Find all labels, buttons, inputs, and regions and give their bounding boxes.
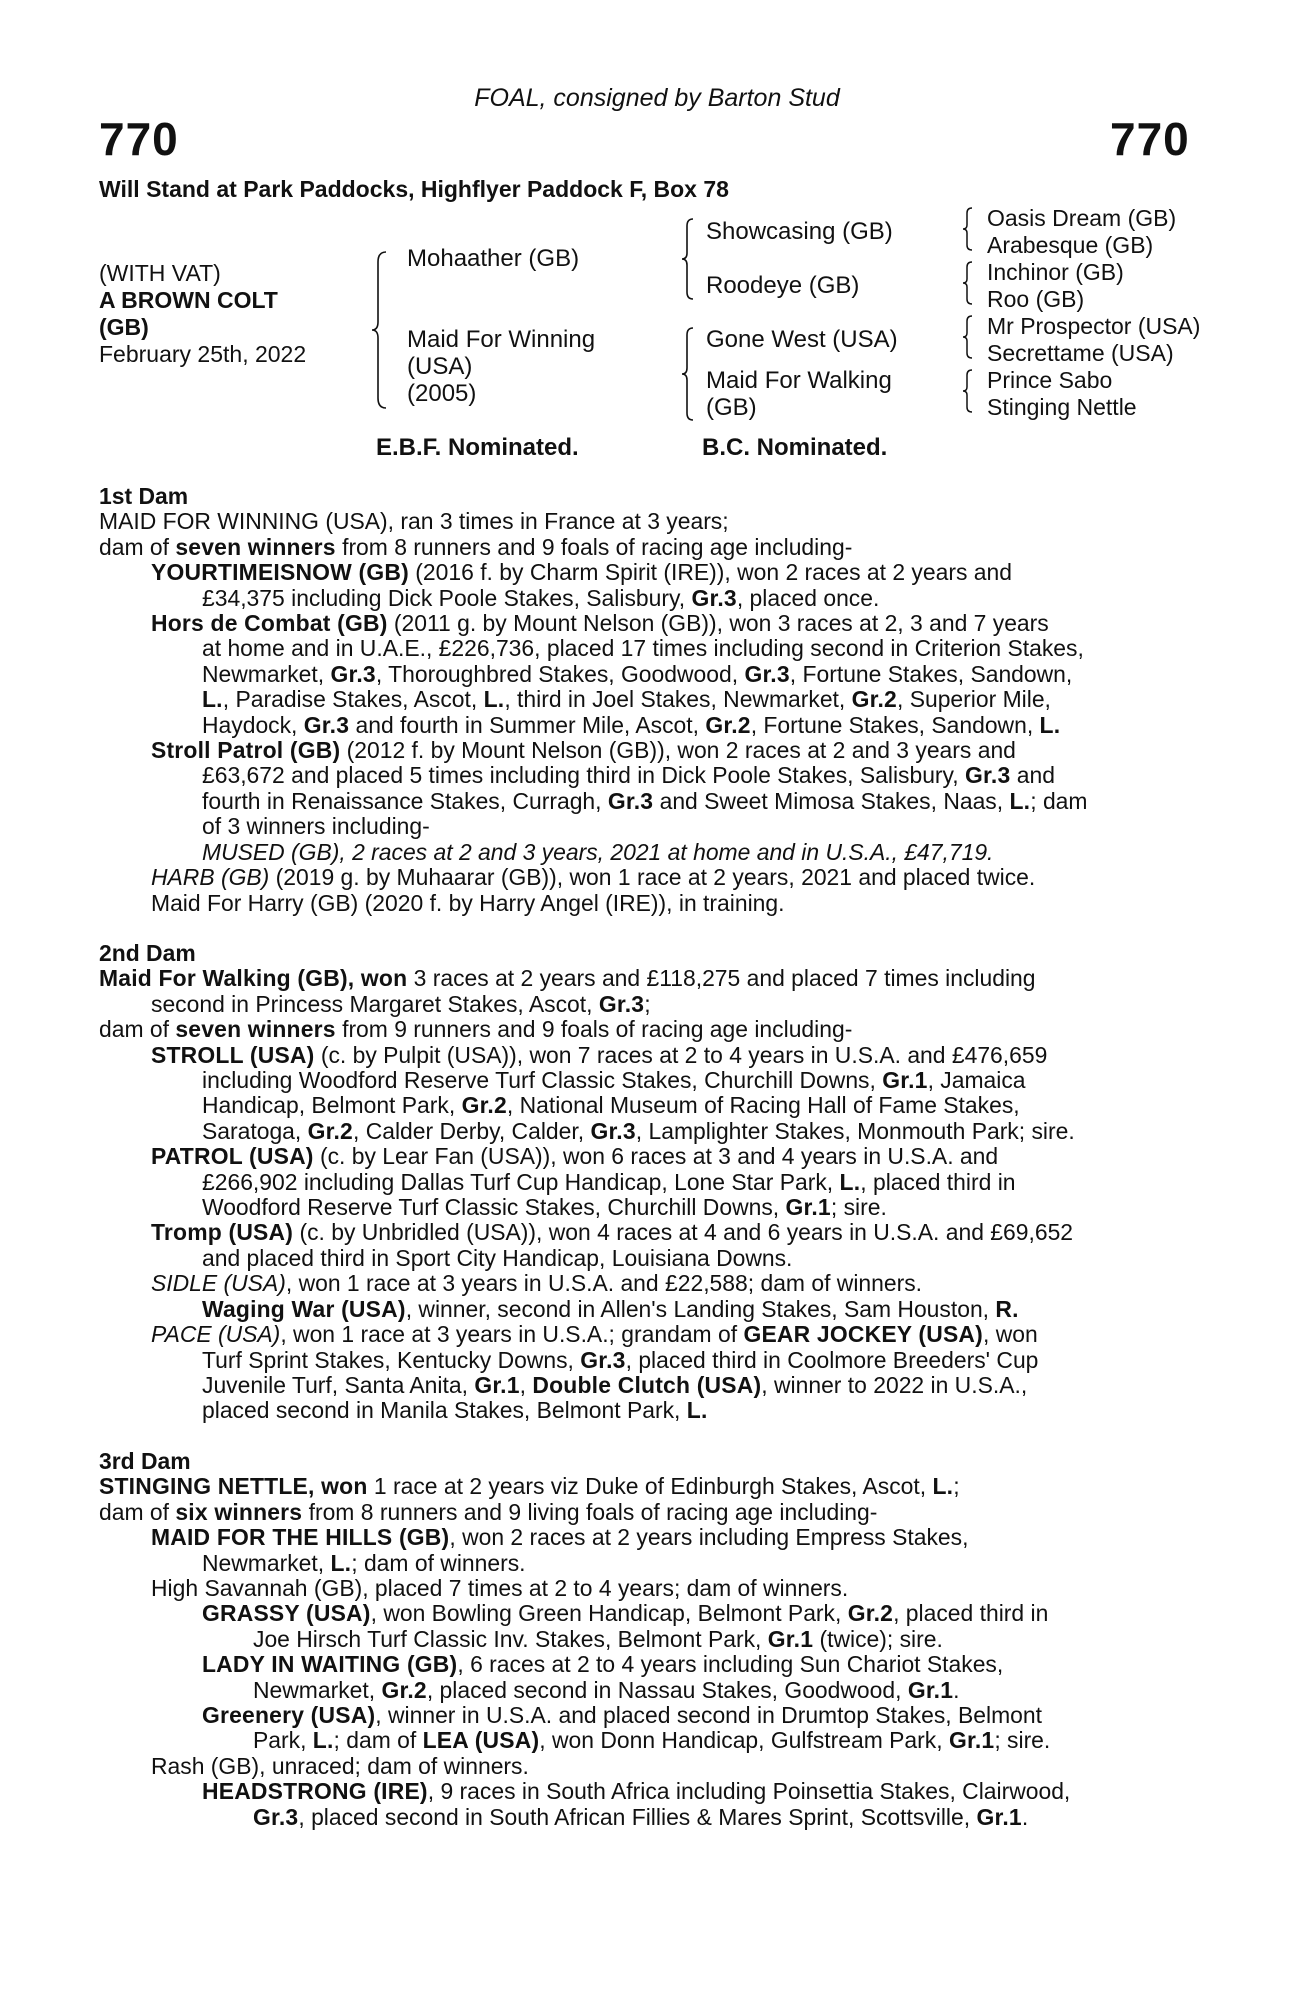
progeny-waging-war: Waging War (USA), winner, second in Allen's Landing Stakes, Sam Houston, R.	[202, 1295, 1019, 1322]
second-dam-summary: Maid For Walking (GB), won 3 races at 2 years and £118,275 and placed 7 times including	[99, 965, 1036, 992]
dam-year: (2005)	[407, 380, 477, 407]
progeny-sidle: SIDLE (USA), won 1 race at 3 years in U.S.A. and £22,588; dam of winners.	[151, 1270, 923, 1297]
ped-stinging-nettle: Stinging Nettle	[987, 394, 1137, 420]
dam-line-brace	[680, 326, 696, 422]
ped-inchinor: Inchinor (GB)	[987, 259, 1124, 285]
ped-roo: Roo (GB)	[987, 286, 1085, 312]
sire-line-brace	[680, 217, 696, 301]
progeny-yourtimeisnow: YOURTIMEISNOW (GB) (2016 f. by Charm Spirit (IRE)), won 2 races at 2 years and	[151, 559, 1012, 586]
ped-oasis-dream: Oasis Dream (GB)	[987, 205, 1177, 231]
third-dam-section: 3rd Dam STINGING NETTLE, won 1 race at 2 years viz Duke of Edinburgh Stakes, Ascot, L.; dam of six winners from 8 runners and 9 living foals of racing age including- MAID FOR THE HILLS (GB), won 2 races at 2 years including Empress Stakes, Newmarket, L.; dam of winners. High Savannah (GB), placed 7 times at 2 to 4 years; dam of winners. GRASSY (USA), won Bowling Green Handicap, Belmont Park, Gr.2, placed third in Joe Hirsch Turf Classic Inv. Stakes, Belmont Park, Gr.1 (twice); sire. LADY IN WAITING (GB), 6 races at 2 to 4 years including Sun Chariot Stakes, Newmarket, Gr.2, placed second in Nassau Stakes, Goodwood, Gr.1. Greenery (USA), winner in U.S.A. and placed second in Drumtop Stakes, Belmont Park, L.; dam of LEA (USA), won Donn Handicap, Gulfstream Park, Gr.1; sire. Rash (GB), unraced; dam of winners. HEADSTRONG (IRE), 9 races in South Africa including Poinsettia Stakes, Clairwood, Gr.3, placed second in South African Fillies & Mares Sprint, Scottsville, Gr.1.	[99, 1449, 1205, 1830]
first-dam-produce-line: dam of seven winners from 8 runners and 9 foals of racing age including-	[99, 533, 853, 560]
consignor-line: FOAL, consigned by Barton Stud	[474, 84, 840, 112]
first-dam-heading: 1st Dam	[99, 483, 189, 509]
sire-name: Mohaather (GB)	[407, 245, 580, 272]
progeny-headstrong: HEADSTRONG (IRE), 9 races in South Africa including Poinsettia Stakes, Clairwood,	[202, 1778, 1071, 1805]
progeny-grassy: GRASSY (USA), won Bowling Green Handicap, Belmont Park, Gr.2, placed third in	[202, 1600, 1049, 1627]
progeny-tromp: Tromp (USA) (c. by Unbridled (USA)), won 4 races at 4 and 6 years in U.S.A. and £69,652	[151, 1219, 1074, 1246]
foaling-date: February 25th, 2022	[99, 341, 307, 367]
progeny-stroll-patrol: Stroll Patrol (GB) (2012 f. by Mount Nelson (GB)), won 2 races at 2 and 3 years and	[151, 737, 1016, 764]
progeny-stroll: STROLL (USA) (c. by Pulpit (USA)), won 7 races at 2 to 4 years in U.S.A. and £476,659	[151, 1041, 1048, 1068]
progeny-rash: Rash (GB), unraced; dam of winners.	[151, 1752, 529, 1779]
third-dam-summary: STINGING NETTLE, won 1 race at 2 years viz Duke of Edinburgh Stakes, Ascot, L.;	[99, 1473, 960, 1500]
progeny-maid-for-the-hills: MAID FOR THE HILLS (GB), won 2 races at 2 years including Empress Stakes,	[151, 1524, 969, 1551]
progeny-maid-for-harry: Maid For Harry (GB) (2020 f. by Harry Angel (IRE)), in training.	[151, 889, 785, 916]
bc-nominated: B.C. Nominated.	[702, 434, 888, 461]
dam-sire: Gone West (USA)	[706, 326, 898, 353]
progeny-hors-de-combat: Hors de Combat (GB) (2011 g. by Mount Nelson (GB)), won 3 races at 2, 3 and 7 years	[151, 610, 1049, 637]
dam-dam-country: (GB)	[706, 394, 757, 421]
dam-dam: Maid For Walking	[706, 367, 892, 394]
stand-location: Will Stand at Park Paddocks, Highflyer Paddock F, Box 78	[99, 176, 729, 202]
dam-country: (USA)	[407, 353, 473, 380]
dam-name: Maid For Winning	[407, 326, 596, 353]
second-dam-section: 2nd Dam Maid For Walking (GB), won 3 races at 2 years and £118,275 and placed 7 times including second in Princess Margaret Stakes, Ascot, Gr.3; dam of seven winners from 9 runners and 9 foals of racing age including- STROLL (USA) (c. by Pulpit (USA)), won 7 races at 2 to 4 years in U.S.A. and £476,659 including Woodford Reserve Turf Classic Stakes, Churchill Downs, Gr.1, Jamaica Handicap, Belmont Park, Gr.2, National Museum of Racing Hall of Fame Stakes, Saratoga, Gr.2, Calder Derby, Calder, Gr.3, Lamplighter Stakes, Monmouth Park; sire. PATROL (USA) (c. by Lear Fan (USA)), won 6 races at 3 and 4 years in U.S.A. and £266,902 including Dallas Turf Cup Handicap, Lone Star Park, L., placed third in Woodford Reserve Turf Classic Stakes, Churchill Downs, Gr.1; sire. Tromp (USA) (c. by Unbridled (USA)), won 4 races at 4 and 6 years in U.S.A. and £69,652 and placed third in Sport City Handicap, Louisiana Downs. SIDLE (USA), won 1 race at 3 years in U.S.A. and £22,588; dam of winners. Waging War (USA), winner, second in Allen's Landing Stakes, Sam Houston, R. PACE (USA), won 1 race at 3 years in U.S.A.; grandam of GEAR JOCKEY (USA), won Turf Sprint Stakes, Kentucky Downs, Gr.3, placed third in Coolmore Breeders' Cup Juvenile Turf, Santa Anita, Gr.1, Double Clutch (USA), winner to 2022 in U.S.A., placed second in Manila Stakes, Belmont Park, L.	[99, 941, 1205, 1424]
brace-dds	[961, 368, 975, 414]
lot-title-country: (GB)	[99, 314, 149, 340]
progeny-lady-in-waiting: LADY IN WAITING (GB), 6 races at 2 to 4 years including Sun Chariot Stakes,	[202, 1651, 1004, 1678]
brace-dss	[961, 314, 975, 360]
progeny-pace: PACE (USA), won 1 race at 3 years in U.S.A.; grandam of GEAR JOCKEY (USA), won	[151, 1321, 1038, 1348]
sire-sire: Showcasing (GB)	[706, 218, 893, 245]
brace-sds	[961, 260, 975, 306]
ped-arabesque: Arabesque (GB)	[987, 232, 1154, 258]
progeny-mused: MUSED (GB), 2 races at 2 and 3 years, 2021 at home and in U.S.A., £47,719.	[202, 838, 994, 865]
second-dam-heading: 2nd Dam	[99, 940, 196, 966]
second-dam-produce-line: dam of seven winners from 9 runners and 9 foals of racing age including-	[99, 1016, 853, 1043]
lot-number-right: 770	[1110, 113, 1190, 165]
ped-prince-sabo: Prince Sabo	[987, 367, 1113, 393]
third-dam-heading: 3rd Dam	[99, 1448, 191, 1474]
ped-secrettame: Secrettame (USA)	[987, 340, 1174, 366]
brace-sss	[961, 206, 975, 252]
first-dam-summary: MAID FOR WINNING (USA), ran 3 times in France at 3 years;	[99, 508, 729, 535]
third-dam-produce-line: dam of six winners from 8 runners and 9 living foals of racing age including-	[99, 1498, 878, 1525]
lot-number-left: 770	[99, 113, 179, 165]
progeny-high-savannah: High Savannah (GB), placed 7 times at 2 to 4 years; dam of winners.	[151, 1575, 849, 1602]
first-dam-section: 1st Dam MAID FOR WINNING (USA), ran 3 times in France at 3 years; dam of seven winners from 8 runners and 9 foals of racing age including- YOURTIMEISNOW (GB) (2016 f. by Charm Spirit (IRE)), won 2 races at 2 years and £34,375 including Dick Poole Stakes, Salisbury, Gr.3, placed once. Hors de Combat (GB) (2011 g. by Mount Nelson (GB)), won 3 races at 2, 3 and 7 years at home and in U.A.E., £226,736, placed 17 times including second in Criterion Stakes, Newmarket, Gr.3, Thoroughbred Stakes, Goodwood, Gr.3, Fortune Stakes, Sandown, L., Paradise Stakes, Ascot, L., third in Joel Stakes, Newmarket, Gr.2, Superior Mile, Haydock, Gr.3 and fourth in Summer Mile, Ascot, Gr.2, Fortune Stakes, Sandown, L. Stroll Patrol (GB) (2012 f. by Mount Nelson (GB)), won 2 races at 2 and 3 years and £63,672 and placed 5 times including third in Dick Poole Stakes, Salisbury, Gr.3 and fourth in Renaissance Stakes, Curragh, Gr.3 and Sweet Mimosa Stakes, Naas, L.; dam of 3 winners including- MUSED (GB), 2 races at 2 and 3 years, 2021 at home and in U.S.A., £47,719. HARB (GB) (2019 g. by Muhaarar (GB)), won 1 race at 2 years, 2021 and placed twice. Maid For Harry (GB) (2020 f. by Harry Angel (IRE)), in training.	[99, 484, 1205, 916]
progeny-greenery: Greenery (USA), winner in U.S.A. and placed second in Drumtop Stakes, Belmont	[202, 1702, 1042, 1729]
sire-dam-brace	[370, 250, 390, 410]
ped-mr-prospector: Mr Prospector (USA)	[987, 313, 1201, 339]
progeny-patrol: PATROL (USA) (c. by Lear Fan (USA)), won 6 races at 3 and 4 years in U.S.A. and	[151, 1143, 999, 1170]
vat-note: (WITH VAT)	[99, 260, 221, 286]
sire-dam: Roodeye (GB)	[706, 272, 860, 299]
progeny-harb: HARB (GB) (2019 g. by Muhaarar (GB)), won 1 race at 2 years, 2021 and placed twice.	[151, 864, 1036, 891]
ebf-nominated: E.B.F. Nominated.	[376, 434, 579, 461]
lot-title: A BROWN COLT	[99, 287, 278, 313]
